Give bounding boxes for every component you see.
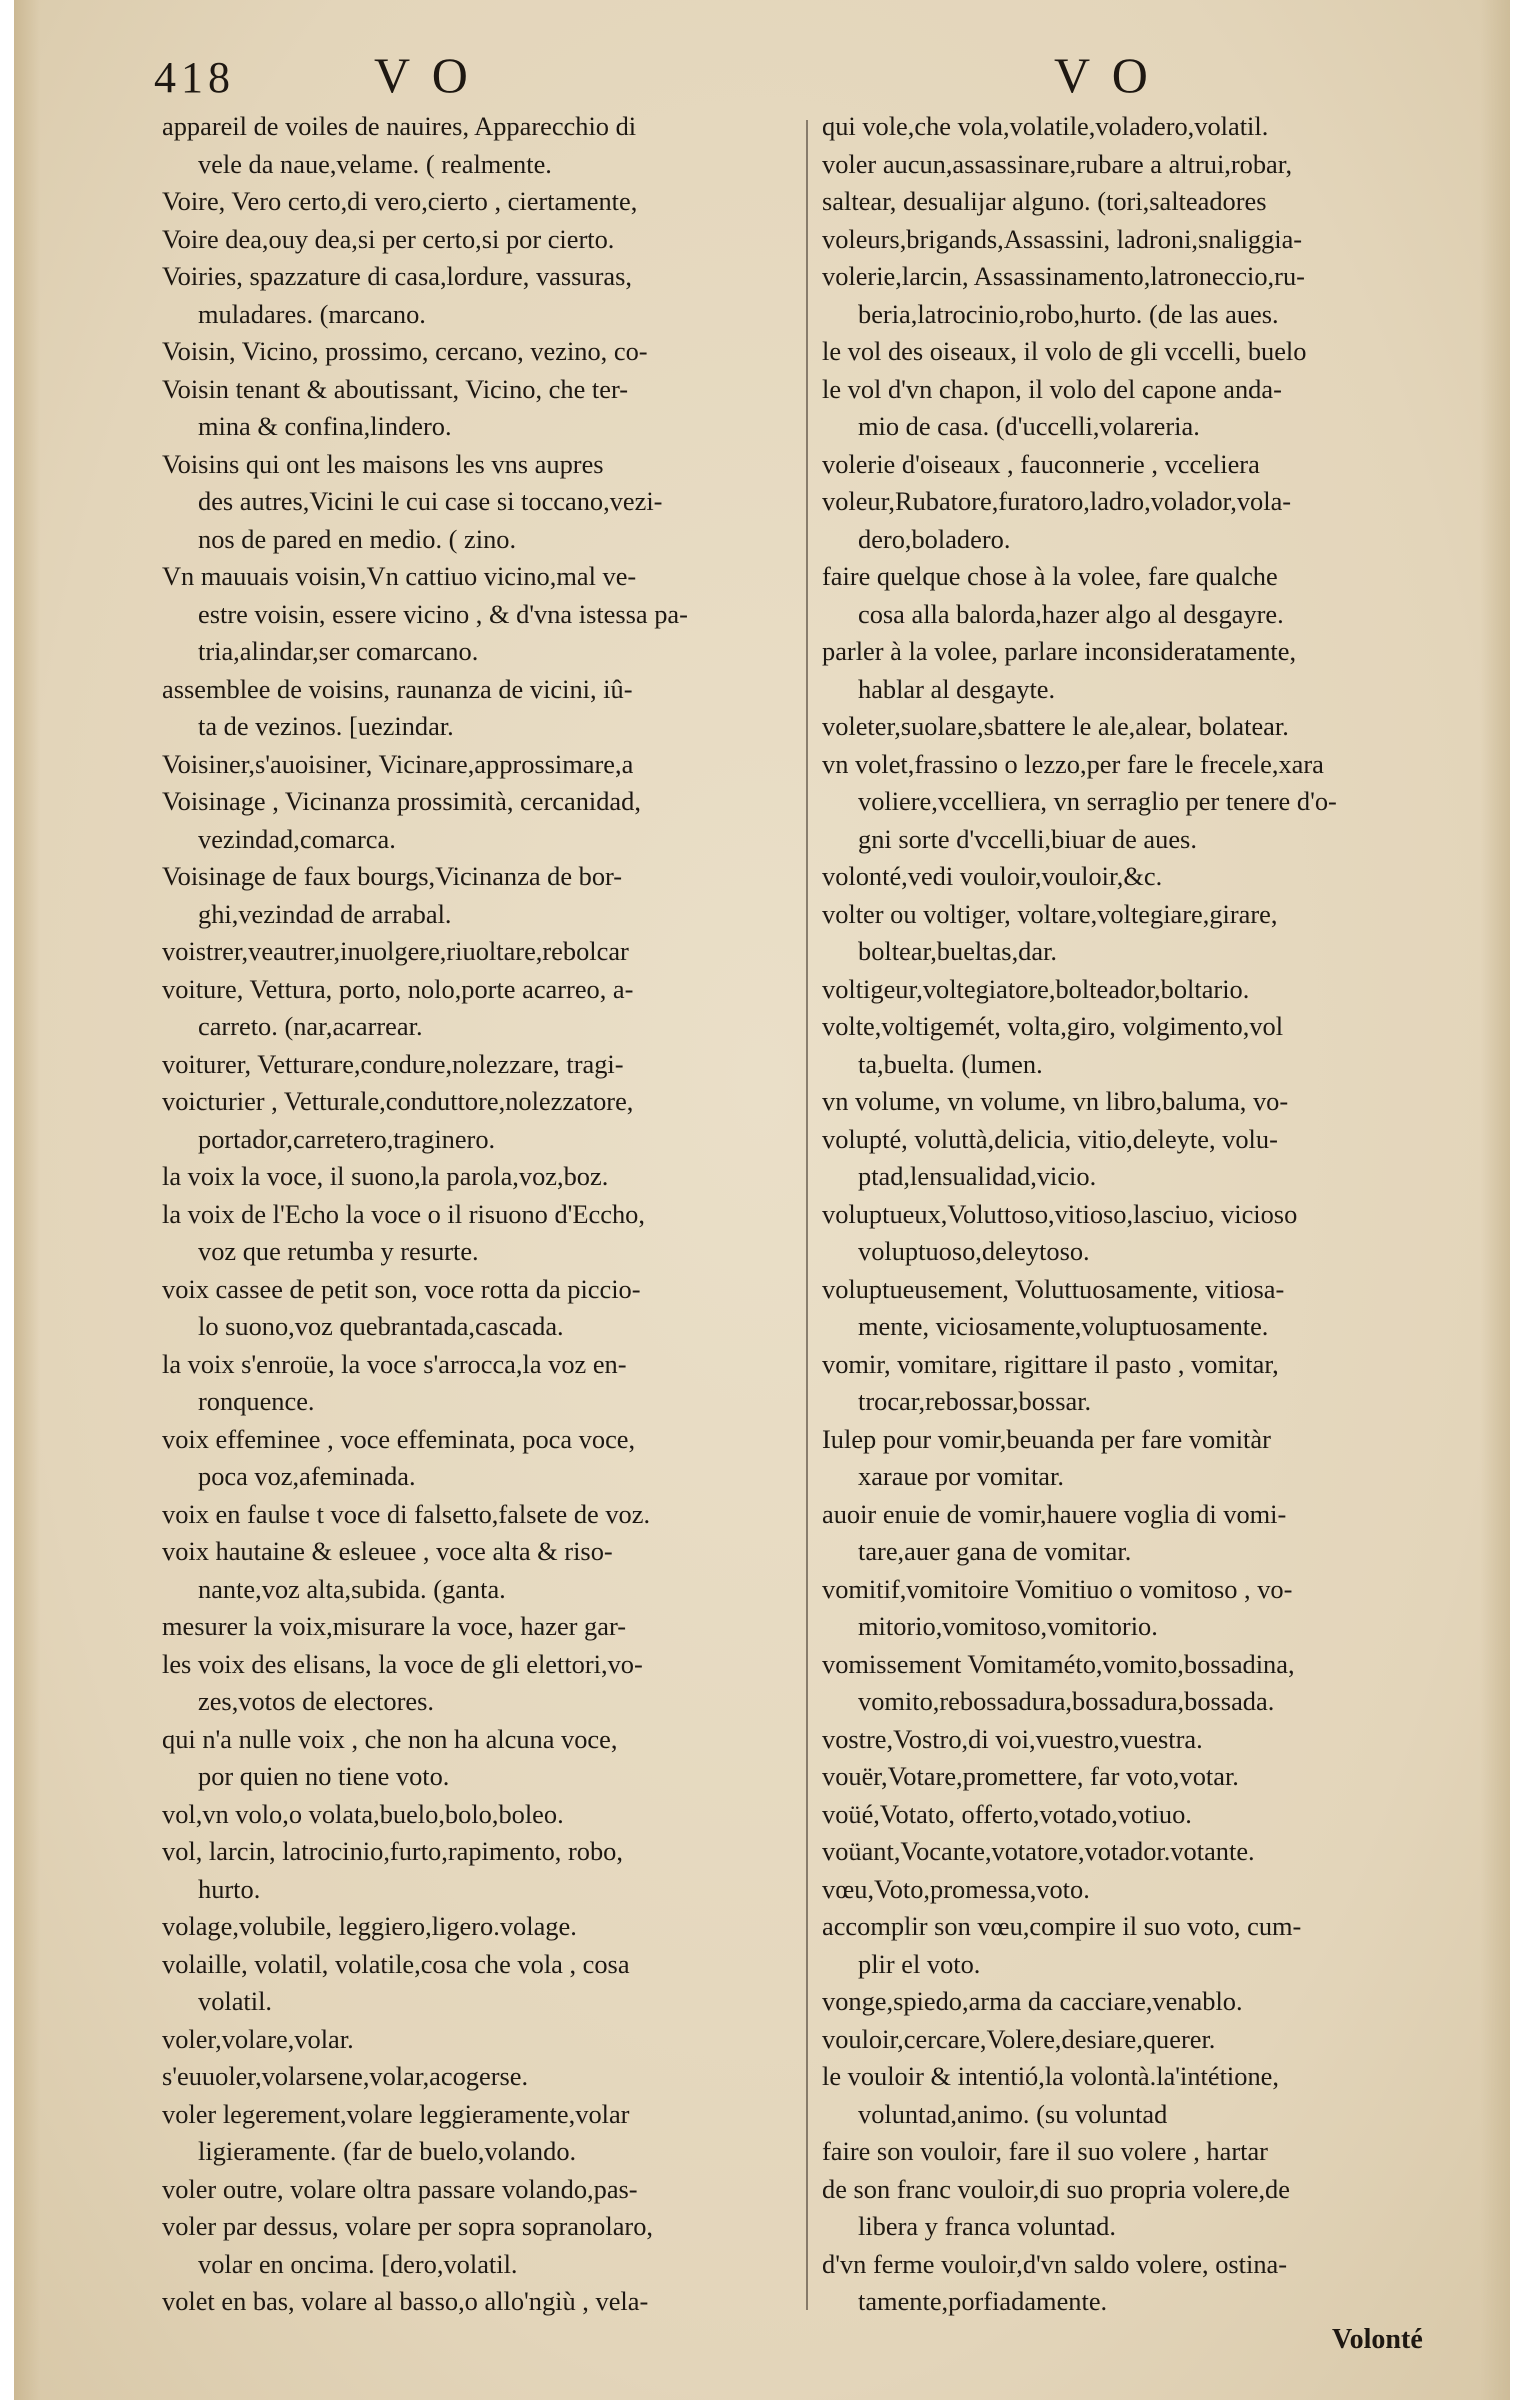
entry-line: xaraue por vomitar.: [858, 1461, 1064, 1491]
entry-line: voix effeminee , voce effeminata, poca voce,: [162, 1423, 636, 1454]
entry-line: le vouloir & intentió,la volontà.la'intétione,: [822, 2061, 1279, 2091]
entry-line: boltear,bueltas,dar.: [858, 936, 1057, 966]
entry-line: zes,votos de electores.: [198, 1686, 434, 1716]
entry-line: nante,voz alta,subida. (ganta.: [198, 1573, 506, 1604]
entry-line: Voisin tenant & aboutissant, Vicino, che ter-: [162, 373, 628, 404]
column-divider: [806, 120, 808, 2310]
entry-line: faire son vouloir, fare il suo volere , hartar: [822, 2136, 1268, 2166]
entry-line: auoir enuie de vomir,hauere voglia di vomi-: [822, 1498, 1287, 1529]
book-page: [14, 0, 1510, 2400]
entry-line: mente, viciosamente,voluptuosamente.: [858, 1311, 1269, 1341]
entry-line: la voix s'enroüe, la voce s'arrocca,la voz en-: [162, 1348, 627, 1379]
entry-line: voix en faulse t voce di falsetto,falsete de voz.: [162, 1498, 651, 1529]
right-column: [822, 108, 1458, 2321]
entry-line: por quien no tiene voto.: [198, 1761, 450, 1791]
entry-line: volerie d'oiseaux , fauconnerie , vcceliera: [822, 448, 1260, 479]
entry-line: s'euuoler,volarsene,volar,acogerse.: [162, 2061, 529, 2091]
entry-line: volonté,vedi vouloir,vouloir,&c.: [822, 861, 1163, 891]
entry-line: voler,volare,volar.: [162, 2023, 354, 2054]
entry-line: voiturer, Vetturare,condure,nolezzare, tragi-: [162, 1048, 624, 1079]
entry-line: voler legerement,volare leggieramente,volar: [162, 2098, 630, 2129]
entry-line: voz que retumba y resurte.: [198, 1236, 479, 1266]
entry-line: Voisin, Vicino, prossimo, cercano, vezino, co-: [162, 336, 648, 366]
entry-line: Iulep pour vomir,beuanda per fare vomitàr: [822, 1423, 1271, 1454]
entry-line: trocar,rebossar,bossar.: [858, 1386, 1092, 1416]
entry-line: Voisiner,s'auoisiner, Vicinare,approssimare,a: [162, 748, 634, 779]
entry-line: voleter,suolare,sbattere le ale,alear, bolatear.: [822, 711, 1289, 741]
entry-line: tare,auer gana de vomitar.: [858, 1536, 1132, 1566]
left-column: [162, 108, 798, 2321]
entry-line: voltigeur,voltegiatore,bolteador,boltario.: [822, 973, 1250, 1004]
entry-line: vomissement Vomitaméto,vomito,bossadina,: [822, 1648, 1295, 1679]
running-head-left: V O: [374, 47, 473, 103]
entry-line: Voire, Vero certo,di vero,cierto , ciertamente,: [162, 186, 638, 216]
entry-line: vn volume, vn volume, vn libro,baluma, vo-: [822, 1086, 1289, 1116]
entry-line: voler aucun,assassinare,rubare a altrui,robar,: [822, 148, 1293, 179]
entry-line: Voisins qui ont les maisons les vns aupres: [162, 448, 604, 479]
entry-line: volatil.: [198, 1986, 273, 2016]
entry-line: le vol d'vn chapon, il volo del capone anda-: [822, 373, 1282, 404]
entry-line: voix cassee de petit son, voce rotta da piccio-: [162, 1273, 641, 1304]
entry-line: estre voisin, essere vicino , & d'vna istessa pa-: [198, 598, 688, 629]
entry-line: vomitif,vomitoire Vomitiuo o vomitoso , vo-: [822, 1573, 1293, 1604]
entry-line: Voiries, spazzature di casa,lordure, vassuras,: [162, 261, 632, 291]
entry-line: mesurer la voix,misurare la voce, hazer gar-: [162, 1611, 627, 1641]
entry-line: de son franc vouloir,di suo propria volere,de: [822, 2173, 1290, 2204]
entry-line: voleur,Rubatore,furatoro,ladro,volador,vola-: [822, 486, 1292, 516]
entry-line: ligieramente. (far de buelo,volando.: [198, 2136, 577, 2166]
entry-line: le vol des oiseaux, il volo de gli vccelli, buelo: [822, 336, 1307, 366]
entry-line: ta,buelta. (lumen.: [858, 1048, 1043, 1079]
entry-line: voistrer,veautrer,inuolgere,riuoltare,rebolcar: [162, 936, 629, 966]
entry-line: volaille, volatil, volatile,cosa che vola , cosa: [162, 1948, 630, 1979]
entry-line: assemblee de voisins, raunanza de vicini, iû-: [162, 673, 633, 704]
entry-line: volte,voltigemét, volta,giro, volgimento,vol: [822, 1011, 1284, 1041]
entry-line: vezindad,comarca.: [198, 823, 396, 854]
entry-line: libera y franca voluntad.: [858, 2211, 1116, 2241]
entry-line: Voisinage , Vicinanza prossimità, cercanidad,: [162, 786, 641, 816]
entry-line: volar en oncima. [dero,volatil.: [198, 2248, 518, 2279]
entry-line: mio de casa. (d'uccelli,volareria.: [858, 411, 1200, 441]
entry-line: ptad,lensualidad,vicio.: [858, 1161, 1097, 1191]
entry-line: ghi,vezindad de arrabal.: [198, 898, 452, 929]
entry-line: Voire dea,ouy dea,si per certo,si por cierto.: [162, 223, 615, 254]
entry-line: voüant,Vocante,votatore,votador.votante.: [822, 1836, 1255, 1866]
page-number: 418: [154, 53, 235, 102]
entry-line: d'vn ferme vouloir,d'vn saldo volere, ostina-: [822, 2248, 1288, 2279]
entry-line: portador,carretero,traginero.: [198, 1123, 496, 1154]
entry-line: Vn mauuais voisin,Vn cattiuo vicino,mal ve-: [162, 561, 637, 591]
entry-line: vol,vn volo,o volata,buelo,bolo,boleo.: [162, 1798, 564, 1829]
entry-line: faire quelque chose à la volee, fare qualche: [822, 561, 1278, 591]
entry-line: qui n'a nulle voix , che non ha alcuna voce,: [162, 1723, 618, 1754]
entry-line: volupté, voluttà,delicia, vitio,deleyte, volu-: [822, 1123, 1278, 1154]
entry-line: cosa alla balorda,hazer algo al desgayre.: [858, 598, 1284, 629]
entry-line: carreto. (nar,acarrear.: [198, 1011, 423, 1041]
entry-line: vomito,rebossadura,bossadura,bossada.: [858, 1686, 1275, 1716]
entry-line: vonge,spiedo,arma da cacciare,venablo.: [822, 1986, 1243, 2016]
entry-line: voicturier , Vetturale,conduttore,nolezzatore,: [162, 1086, 634, 1116]
entry-line: voluptueux,Voluttoso,vitioso,lasciuo, vicioso: [822, 1198, 1298, 1229]
entry-line: voix hautaine & esleuee , voce alta & riso-: [162, 1536, 613, 1566]
entry-line: voüé,Votato, offerto,votado,votiuo.: [822, 1798, 1192, 1829]
entry-line: volet en bas, volare al basso,o allo'ngiù , vela-: [162, 2286, 649, 2316]
entry-line: voluptuoso,deleytoso.: [858, 1236, 1090, 1266]
entry-line: appareil de voiles de nauires, Apparecchio di: [162, 111, 637, 141]
entry-line: vomir, vomitare, rigittare il pasto , vomitar,: [822, 1348, 1279, 1379]
entry-line: les voix des elisans, la voce de gli elettori,vo-: [162, 1648, 643, 1679]
catchword: Volonté: [1332, 2324, 1423, 2355]
entry-line: ronquence.: [198, 1386, 315, 1416]
entry-line: voluntad,animo. (su voluntad: [858, 2098, 1168, 2129]
entry-line: vn volet,frassino o lezzo,per fare le frecele,xara: [822, 748, 1324, 779]
entry-line: hurto.: [198, 1873, 261, 1904]
entry-line: vostre,Vostro,di voi,vuestro,vuestra.: [822, 1723, 1203, 1754]
entry-line: hablar al desgayte.: [858, 673, 1056, 704]
entry-line: poca voz,afeminada.: [198, 1461, 416, 1491]
entry-line: vol, larcin, latrocinio,furto,rapimento, robo,: [162, 1836, 623, 1866]
entry-line: ta de vezinos. [uezindar.: [198, 711, 454, 741]
entry-line: plir el voto.: [858, 1948, 981, 1979]
entry-line: lo suono,voz quebrantada,cascada.: [198, 1311, 564, 1341]
entry-line: tria,alindar,ser comarcano.: [198, 636, 479, 666]
entry-line: accomplir son vœu,compire il suo voto, cum-: [822, 1911, 1302, 1941]
running-head-right: V O: [1054, 47, 1153, 103]
entry-line: Voisinage de faux bourgs,Vicinanza de bor-: [162, 861, 623, 891]
entry-line: voiture, Vettura, porto, nolo,porte acarreo, a-: [162, 973, 634, 1004]
entry-line: mina & confina,lindero.: [198, 411, 452, 441]
entry-line: vele da naue,velame. ( realmente.: [198, 148, 552, 179]
entry-line: volter ou voltiger, voltare,voltegiare,girare,: [822, 898, 1278, 929]
entry-line: dero,boladero.: [858, 523, 1011, 554]
entry-line: volage,volubile, leggiero,ligero.volage.: [162, 1911, 577, 1941]
entry-line: mitorio,vomitoso,vomitorio.: [858, 1611, 1158, 1641]
entry-line: volerie,larcin, Assassinamento,latroneccio,ru-: [822, 261, 1305, 291]
entry-line: voliere,vccelliera, vn serraglio per tenere d'o-: [858, 786, 1337, 816]
entry-line: nos de pared en medio. ( zino.: [198, 523, 517, 554]
entry-line: voleurs,brigands,Assassini, ladroni,snaliggia-: [822, 223, 1303, 254]
entry-line: voluptueusement, Voluttuosamente, vitiosa-: [822, 1273, 1285, 1304]
entry-line: vœu,Voto,promessa,voto.: [822, 1873, 1090, 1904]
entry-line: muladares. (marcano.: [198, 298, 426, 329]
entry-line: vouër,Votare,promettere, far voto,votar.: [822, 1761, 1239, 1791]
entry-line: beria,latrocinio,robo,hurto. (de las aues.: [858, 298, 1279, 329]
entry-line: la voix de l'Echo la voce o il risuono d'Eccho,: [162, 1198, 645, 1229]
entry-line: voler par dessus, volare per sopra sopranolaro,: [162, 2211, 653, 2241]
entry-line: saltear, desualijar alguno. (tori,salteadores: [822, 186, 1267, 216]
entry-line: parler à la volee, parlare inconsideratamente,: [822, 636, 1297, 666]
entry-line: qui vole,che vola,volatile,voladero,volatil.: [822, 111, 1269, 141]
entry-line: tamente,porfiadamente.: [858, 2286, 1108, 2316]
entry-line: vouloir,cercare,Volere,desiare,querer.: [822, 2023, 1216, 2054]
entry-line: des autres,Vicini le cui case si toccano,vezi-: [198, 486, 663, 516]
entry-line: voler outre, volare oltra passare volando,pas-: [162, 2173, 638, 2204]
entry-line: gni sorte d'vccelli,biuar de aues.: [858, 823, 1197, 854]
entry-line: la voix la voce, il suono,la parola,voz,boz.: [162, 1161, 609, 1191]
